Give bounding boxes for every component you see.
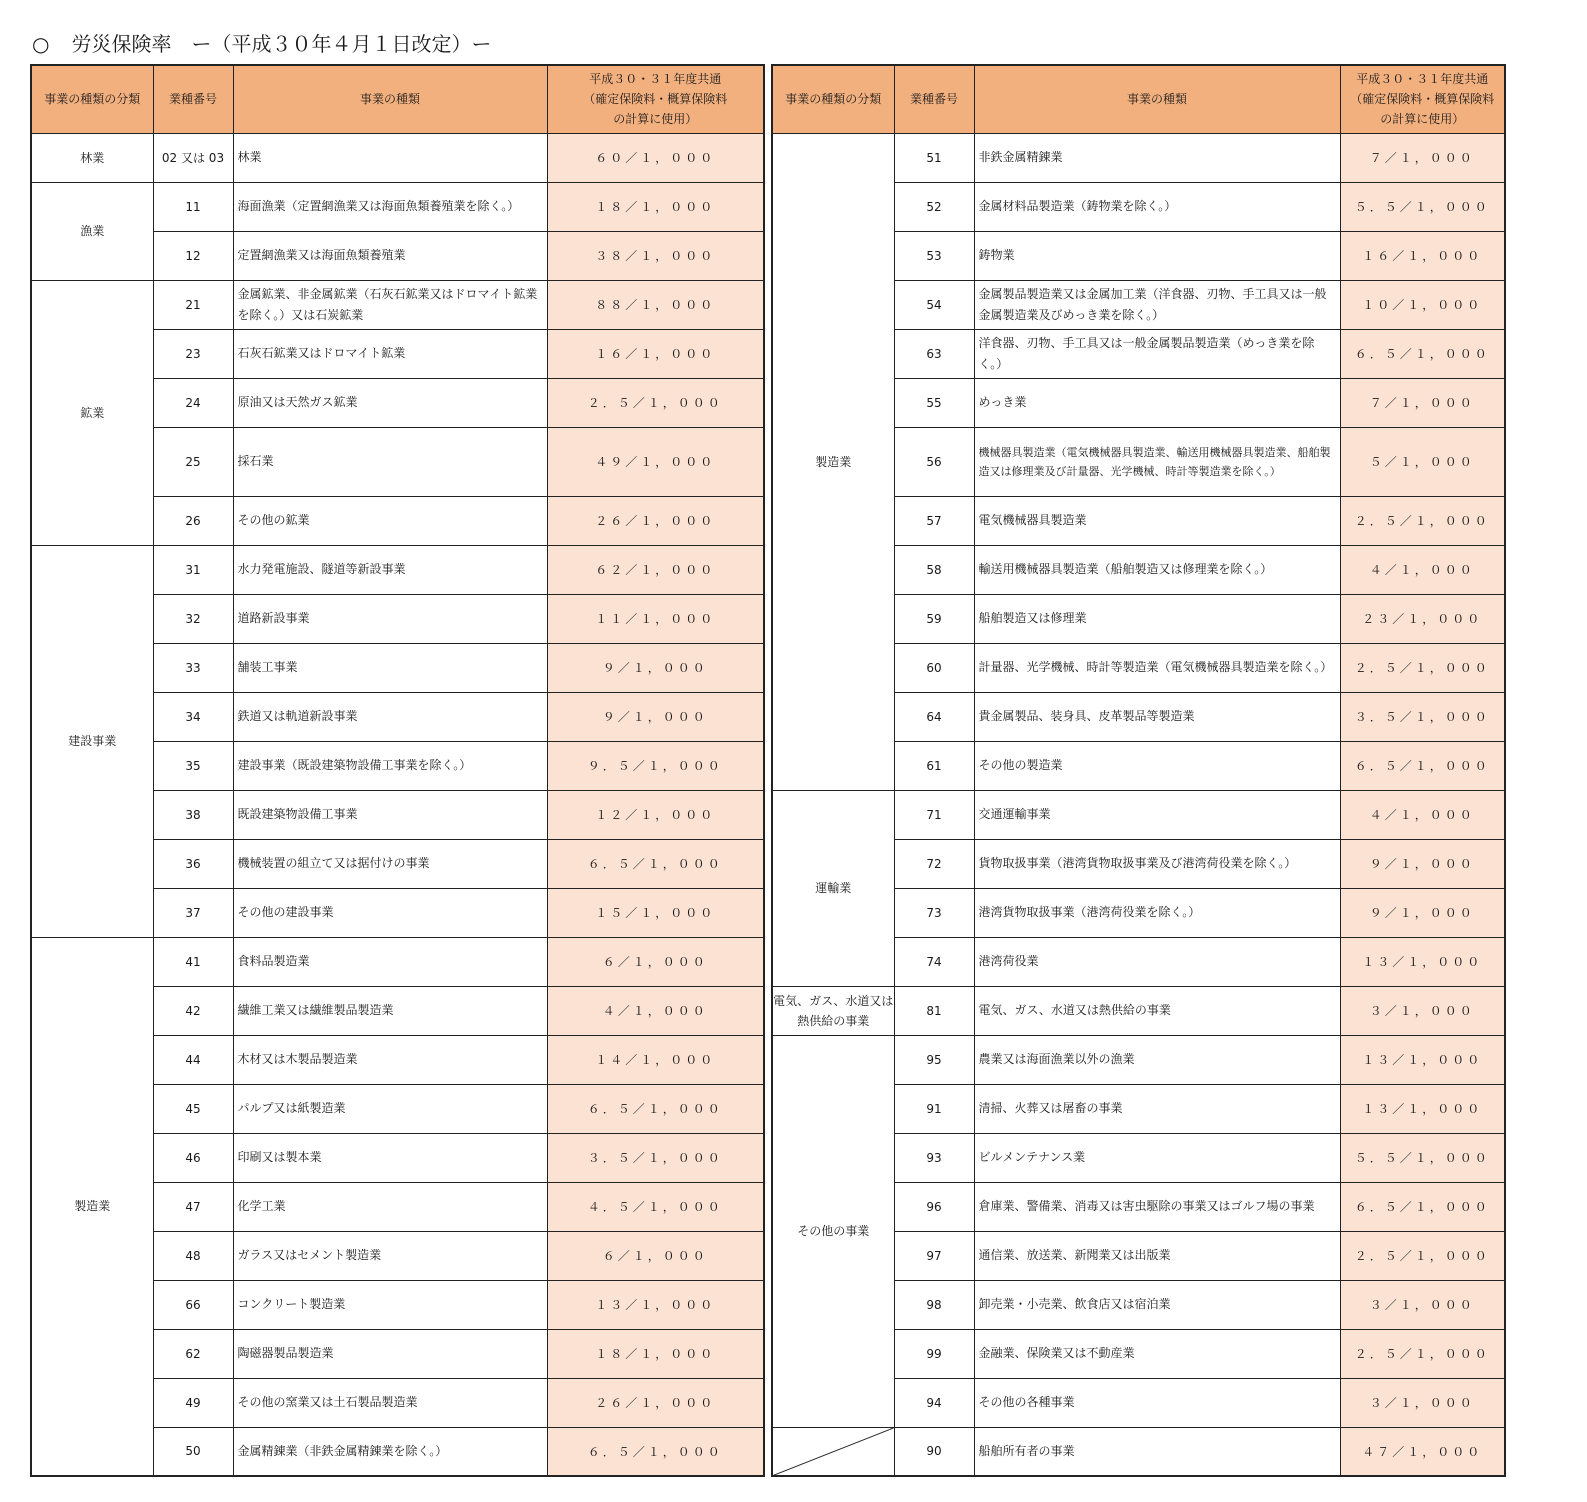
rate-cell: ６／１，０００ — [547, 937, 764, 986]
name-cell: 機械装置の組立て又は据付けの事業 — [233, 839, 547, 888]
code-cell: 31 — [153, 545, 233, 594]
rate-cell: ５．５／１，０００ — [1340, 182, 1505, 231]
rate-cell: ９／１，０００ — [1340, 839, 1505, 888]
name-cell: その他の窯業又は土石製品製造業 — [233, 1378, 547, 1427]
name-cell: 洋食器、刃物、手工具又は一般金属製品製造業（めっき業を除く。） — [974, 329, 1340, 378]
code-cell: 63 — [894, 329, 974, 378]
name-cell: 原油又は天然ガス鉱業 — [233, 378, 547, 427]
name-cell: その他の各種事業 — [974, 1378, 1340, 1427]
code-cell: 74 — [894, 937, 974, 986]
rate-cell: １６／１，０００ — [547, 329, 764, 378]
rate-cell: ３／１，０００ — [1340, 1280, 1505, 1329]
code-cell: 44 — [153, 1035, 233, 1084]
table-header-row — [31, 65, 764, 133]
category-cell — [772, 1427, 894, 1476]
code-cell: 58 — [894, 545, 974, 594]
code-cell: 52 — [894, 182, 974, 231]
rate-cell: ３／１，０００ — [1340, 1378, 1505, 1427]
rate-cell: ２３／１，０００ — [1340, 594, 1505, 643]
rate-cell: １０／１，０００ — [1340, 280, 1505, 329]
rate-cell: ２．５／１，０００ — [547, 378, 764, 427]
header-name: 事業の種類 — [974, 65, 1340, 133]
name-cell: 機械器具製造業（電気機械器具製造業、輸送用機械器具製造業、船舶製造又は修理業及び計量器、光学機械、時計等製造業を除く。） — [974, 427, 1340, 496]
code-cell: 95 — [894, 1035, 974, 1084]
name-cell: その他の建設事業 — [233, 888, 547, 937]
code-cell: 21 — [153, 280, 233, 329]
rate-cell: １３／１，０００ — [547, 1280, 764, 1329]
name-cell: 鉄道又は軌道新設事業 — [233, 692, 547, 741]
header-name: 事業の種類 — [233, 65, 547, 133]
name-cell: パルプ又は紙製造業 — [233, 1084, 547, 1133]
name-cell: 海面漁業（定置網漁業又は海面魚類養殖業を除く。） — [233, 182, 547, 231]
code-cell: 47 — [153, 1182, 233, 1231]
name-cell: 船舶製造又は修理業 — [974, 594, 1340, 643]
name-cell: 建設事業（既設建築物設備工事業を除く。） — [233, 741, 547, 790]
rate-cell: ４９／１，０００ — [547, 427, 764, 496]
rate-cell: ６０／１，０００ — [547, 133, 764, 182]
table-row — [31, 937, 764, 986]
name-cell: 金属精錬業（非鉄金属精錬業を除く。） — [233, 1427, 547, 1476]
table-row — [31, 545, 764, 594]
rate-cell: ５．５／１，０００ — [1340, 1133, 1505, 1182]
code-cell: 24 — [153, 378, 233, 427]
table-row — [772, 1427, 1505, 1476]
name-cell: コンクリート製造業 — [233, 1280, 547, 1329]
table-row — [31, 133, 764, 182]
name-cell: 電気機械器具製造業 — [974, 496, 1340, 545]
code-cell: 51 — [894, 133, 974, 182]
rate-cell: １３／１，０００ — [1340, 1084, 1505, 1133]
name-cell: 金融業、保険業又は不動産業 — [974, 1329, 1340, 1378]
header-rate: 平成３０・３１年度共通 （確定保険料・概算保険料 の計算に使用） — [1340, 65, 1505, 133]
rate-cell: ３．５／１，０００ — [547, 1133, 764, 1182]
name-cell: 食料品製造業 — [233, 937, 547, 986]
rate-cell: １２／１，０００ — [547, 790, 764, 839]
name-cell: 金属製品製造業又は金属加工業（洋食器、刃物、手工具又は一般金属製造業及びめっき業を除く。） — [974, 280, 1340, 329]
rate-cell: ２６／１，０００ — [547, 1378, 764, 1427]
rate-cell: ６．５／１，０００ — [1340, 329, 1505, 378]
rate-cell: ６２／１，０００ — [547, 545, 764, 594]
code-cell: 25 — [153, 427, 233, 496]
table-row — [31, 280, 764, 329]
name-cell: 化学工業 — [233, 1182, 547, 1231]
code-cell: 66 — [153, 1280, 233, 1329]
rate-cell: ３．５／１，０００ — [1340, 692, 1505, 741]
name-cell: 貨物取扱事業（港湾貨物取扱事業及び港湾荷役業を除く。） — [974, 839, 1340, 888]
rate-cell: ５／１，０００ — [1340, 427, 1505, 496]
table-row — [772, 790, 1505, 839]
name-cell: 石灰石鉱業又はドロマイト鉱業 — [233, 329, 547, 378]
rate-table-left — [30, 64, 765, 1477]
code-cell: 46 — [153, 1133, 233, 1182]
code-cell: 55 — [894, 378, 974, 427]
rate-table-right — [771, 64, 1506, 1477]
rate-cell: ９／１，０００ — [1340, 888, 1505, 937]
code-cell: 62 — [153, 1329, 233, 1378]
rate-cell: ３８／１，０００ — [547, 231, 764, 280]
name-cell: 輸送用機械器具製造業（船舶製造又は修理業を除く。） — [974, 545, 1340, 594]
category-cell: 漁業 — [31, 182, 153, 280]
code-cell: 73 — [894, 888, 974, 937]
name-cell: 陶磁器製品製造業 — [233, 1329, 547, 1378]
code-cell: 38 — [153, 790, 233, 839]
name-cell: その他の鉱業 — [233, 496, 547, 545]
code-cell: 45 — [153, 1084, 233, 1133]
name-cell: 舗装工事業 — [233, 643, 547, 692]
code-cell: 56 — [894, 427, 974, 496]
rate-cell: １４／１，０００ — [547, 1035, 764, 1084]
rate-cell: ２．５／１，０００ — [1340, 1329, 1505, 1378]
diagonal-slash — [773, 1428, 894, 1476]
name-cell: 金属材料品製造業（鋳物業を除く。） — [974, 182, 1340, 231]
name-cell: 倉庫業、警備業、消毒又は害虫駆除の事業又はゴルフ場の事業 — [974, 1182, 1340, 1231]
page-title — [32, 28, 491, 60]
category-cell: 電気、ガス、水道又は熱供給の事業 — [772, 986, 894, 1035]
rate-cell: ６．５／１，０００ — [547, 839, 764, 888]
category-cell: 林業 — [31, 133, 153, 182]
code-cell: 37 — [153, 888, 233, 937]
rate-cell: ６．５／１，０００ — [547, 1427, 764, 1476]
code-cell: 72 — [894, 839, 974, 888]
category-cell: その他の事業 — [772, 1035, 894, 1427]
code-cell: 02 又は 03 — [153, 133, 233, 182]
name-cell: 非鉄金属精錬業 — [974, 133, 1340, 182]
table-header-row — [772, 65, 1505, 133]
code-cell: 33 — [153, 643, 233, 692]
circle-icon: ○ — [32, 32, 50, 56]
name-cell: 繊維工業又は繊維製品製造業 — [233, 986, 547, 1035]
header-code: 業種番号 — [153, 65, 233, 133]
code-cell: 57 — [894, 496, 974, 545]
header-category: 事業の種類の分類 — [772, 65, 894, 133]
code-cell: 12 — [153, 231, 233, 280]
rate-cell: ６．５／１，０００ — [1340, 1182, 1505, 1231]
code-cell: 61 — [894, 741, 974, 790]
category-cell: 製造業 — [31, 937, 153, 1476]
category-cell: 鉱業 — [31, 280, 153, 545]
code-cell: 91 — [894, 1084, 974, 1133]
table-row — [772, 133, 1505, 182]
rate-cell: ９．５／１，０００ — [547, 741, 764, 790]
code-cell: 98 — [894, 1280, 974, 1329]
table-row — [772, 986, 1505, 1035]
name-cell: 港湾貨物取扱事業（港湾荷役業を除く。） — [974, 888, 1340, 937]
name-cell: ガラス又はセメント製造業 — [233, 1231, 547, 1280]
name-cell: 農業又は海面漁業以外の漁業 — [974, 1035, 1340, 1084]
rate-cell: ６．５／１，０００ — [1340, 741, 1505, 790]
name-cell: 採石業 — [233, 427, 547, 496]
code-cell: 11 — [153, 182, 233, 231]
table-row — [31, 182, 764, 231]
name-cell: 水力発電施設、隧道等新設事業 — [233, 545, 547, 594]
rate-cell: １３／１，０００ — [1340, 937, 1505, 986]
table-body-left — [31, 133, 764, 1476]
code-cell: 49 — [153, 1378, 233, 1427]
rate-cell: ２６／１，０００ — [547, 496, 764, 545]
name-cell: 貴金属製品、装身具、皮革製品等製造業 — [974, 692, 1340, 741]
name-cell: 鋳物業 — [974, 231, 1340, 280]
code-cell: 59 — [894, 594, 974, 643]
rate-cell: ７／１，０００ — [1340, 133, 1505, 182]
code-cell: 23 — [153, 329, 233, 378]
code-cell: 96 — [894, 1182, 974, 1231]
code-cell: 35 — [153, 741, 233, 790]
code-cell: 53 — [894, 231, 974, 280]
name-cell: ビルメンテナンス業 — [974, 1133, 1340, 1182]
rate-cell: ４．５／１，０００ — [547, 1182, 764, 1231]
rate-cell: ７／１，０００ — [1340, 378, 1505, 427]
rate-cell: ２．５／１，０００ — [1340, 1231, 1505, 1280]
name-cell: 通信業、放送業、新聞業又は出版業 — [974, 1231, 1340, 1280]
name-cell: 清掃、火葬又は屠畜の事業 — [974, 1084, 1340, 1133]
name-cell: 印刷又は製本業 — [233, 1133, 547, 1182]
name-cell: 木材又は木製品製造業 — [233, 1035, 547, 1084]
table-row — [772, 1035, 1505, 1084]
category-cell: 建設事業 — [31, 545, 153, 937]
name-cell: 電気、ガス、水道又は熱供給の事業 — [974, 986, 1340, 1035]
name-cell: 金属鉱業、非金属鉱業（石灰石鉱業又はドロマイト鉱業を除く。）又は石炭鉱業 — [233, 280, 547, 329]
header-rate: 平成３０・３１年度共通 （確定保険料・概算保険料 の計算に使用） — [547, 65, 764, 133]
code-cell: 54 — [894, 280, 974, 329]
category-cell: 製造業 — [772, 133, 894, 790]
code-cell: 94 — [894, 1378, 974, 1427]
name-cell: 既設建築物設備工事業 — [233, 790, 547, 839]
table-body-right — [772, 133, 1505, 1476]
page-title-text: 労災保険率 ー（平成３０年４月１日改定）ー — [71, 32, 492, 56]
rate-cell: ９／１，０００ — [547, 692, 764, 741]
rate-cell: １３／１，０００ — [1340, 1035, 1505, 1084]
code-cell: 41 — [153, 937, 233, 986]
rate-cell: １６／１，０００ — [1340, 231, 1505, 280]
rate-cell: ８８／１，０００ — [547, 280, 764, 329]
name-cell: その他の製造業 — [974, 741, 1340, 790]
code-cell: 36 — [153, 839, 233, 888]
rate-cell: ３／１，０００ — [1340, 986, 1505, 1035]
category-cell: 運輸業 — [772, 790, 894, 986]
code-cell: 93 — [894, 1133, 974, 1182]
code-cell: 97 — [894, 1231, 974, 1280]
name-cell: 計量器、光学機械、時計等製造業（電気機械器具製造業を除く。） — [974, 643, 1340, 692]
rate-cell: １８／１，０００ — [547, 1329, 764, 1378]
code-cell: 42 — [153, 986, 233, 1035]
name-cell: 卸売業・小売業、飲食店又は宿泊業 — [974, 1280, 1340, 1329]
name-cell: 定置網漁業又は海面魚類養殖業 — [233, 231, 547, 280]
rate-cell: ４／１，０００ — [1340, 545, 1505, 594]
name-cell: めっき業 — [974, 378, 1340, 427]
code-cell: 26 — [153, 496, 233, 545]
code-cell: 81 — [894, 986, 974, 1035]
rate-cell: ６．５／１，０００ — [547, 1084, 764, 1133]
rate-cell: ２．５／１，０００ — [1340, 643, 1505, 692]
name-cell: 船舶所有者の事業 — [974, 1427, 1340, 1476]
rate-cell: ６／１，０００ — [547, 1231, 764, 1280]
rate-cell: １８／１，０００ — [547, 182, 764, 231]
rate-cell: ９／１，０００ — [547, 643, 764, 692]
code-cell: 32 — [153, 594, 233, 643]
code-cell: 99 — [894, 1329, 974, 1378]
code-cell: 71 — [894, 790, 974, 839]
code-cell: 64 — [894, 692, 974, 741]
code-cell: 90 — [894, 1427, 974, 1476]
code-cell: 34 — [153, 692, 233, 741]
name-cell: 交通運輸事業 — [974, 790, 1340, 839]
name-cell: 林業 — [233, 133, 547, 182]
name-cell: 港湾荷役業 — [974, 937, 1340, 986]
header-category: 事業の種類の分類 — [31, 65, 153, 133]
rate-cell: ４／１，０００ — [1340, 790, 1505, 839]
code-cell: 50 — [153, 1427, 233, 1476]
code-cell: 48 — [153, 1231, 233, 1280]
name-cell: 道路新設事業 — [233, 594, 547, 643]
rate-cell: ２．５／１，０００ — [1340, 496, 1505, 545]
rate-cell: １１／１，０００ — [547, 594, 764, 643]
rate-cell: １５／１，０００ — [547, 888, 764, 937]
rate-cell: ４７／１，０００ — [1340, 1427, 1505, 1476]
header-code: 業種番号 — [894, 65, 974, 133]
rate-cell: ４／１，０００ — [547, 986, 764, 1035]
code-cell: 60 — [894, 643, 974, 692]
